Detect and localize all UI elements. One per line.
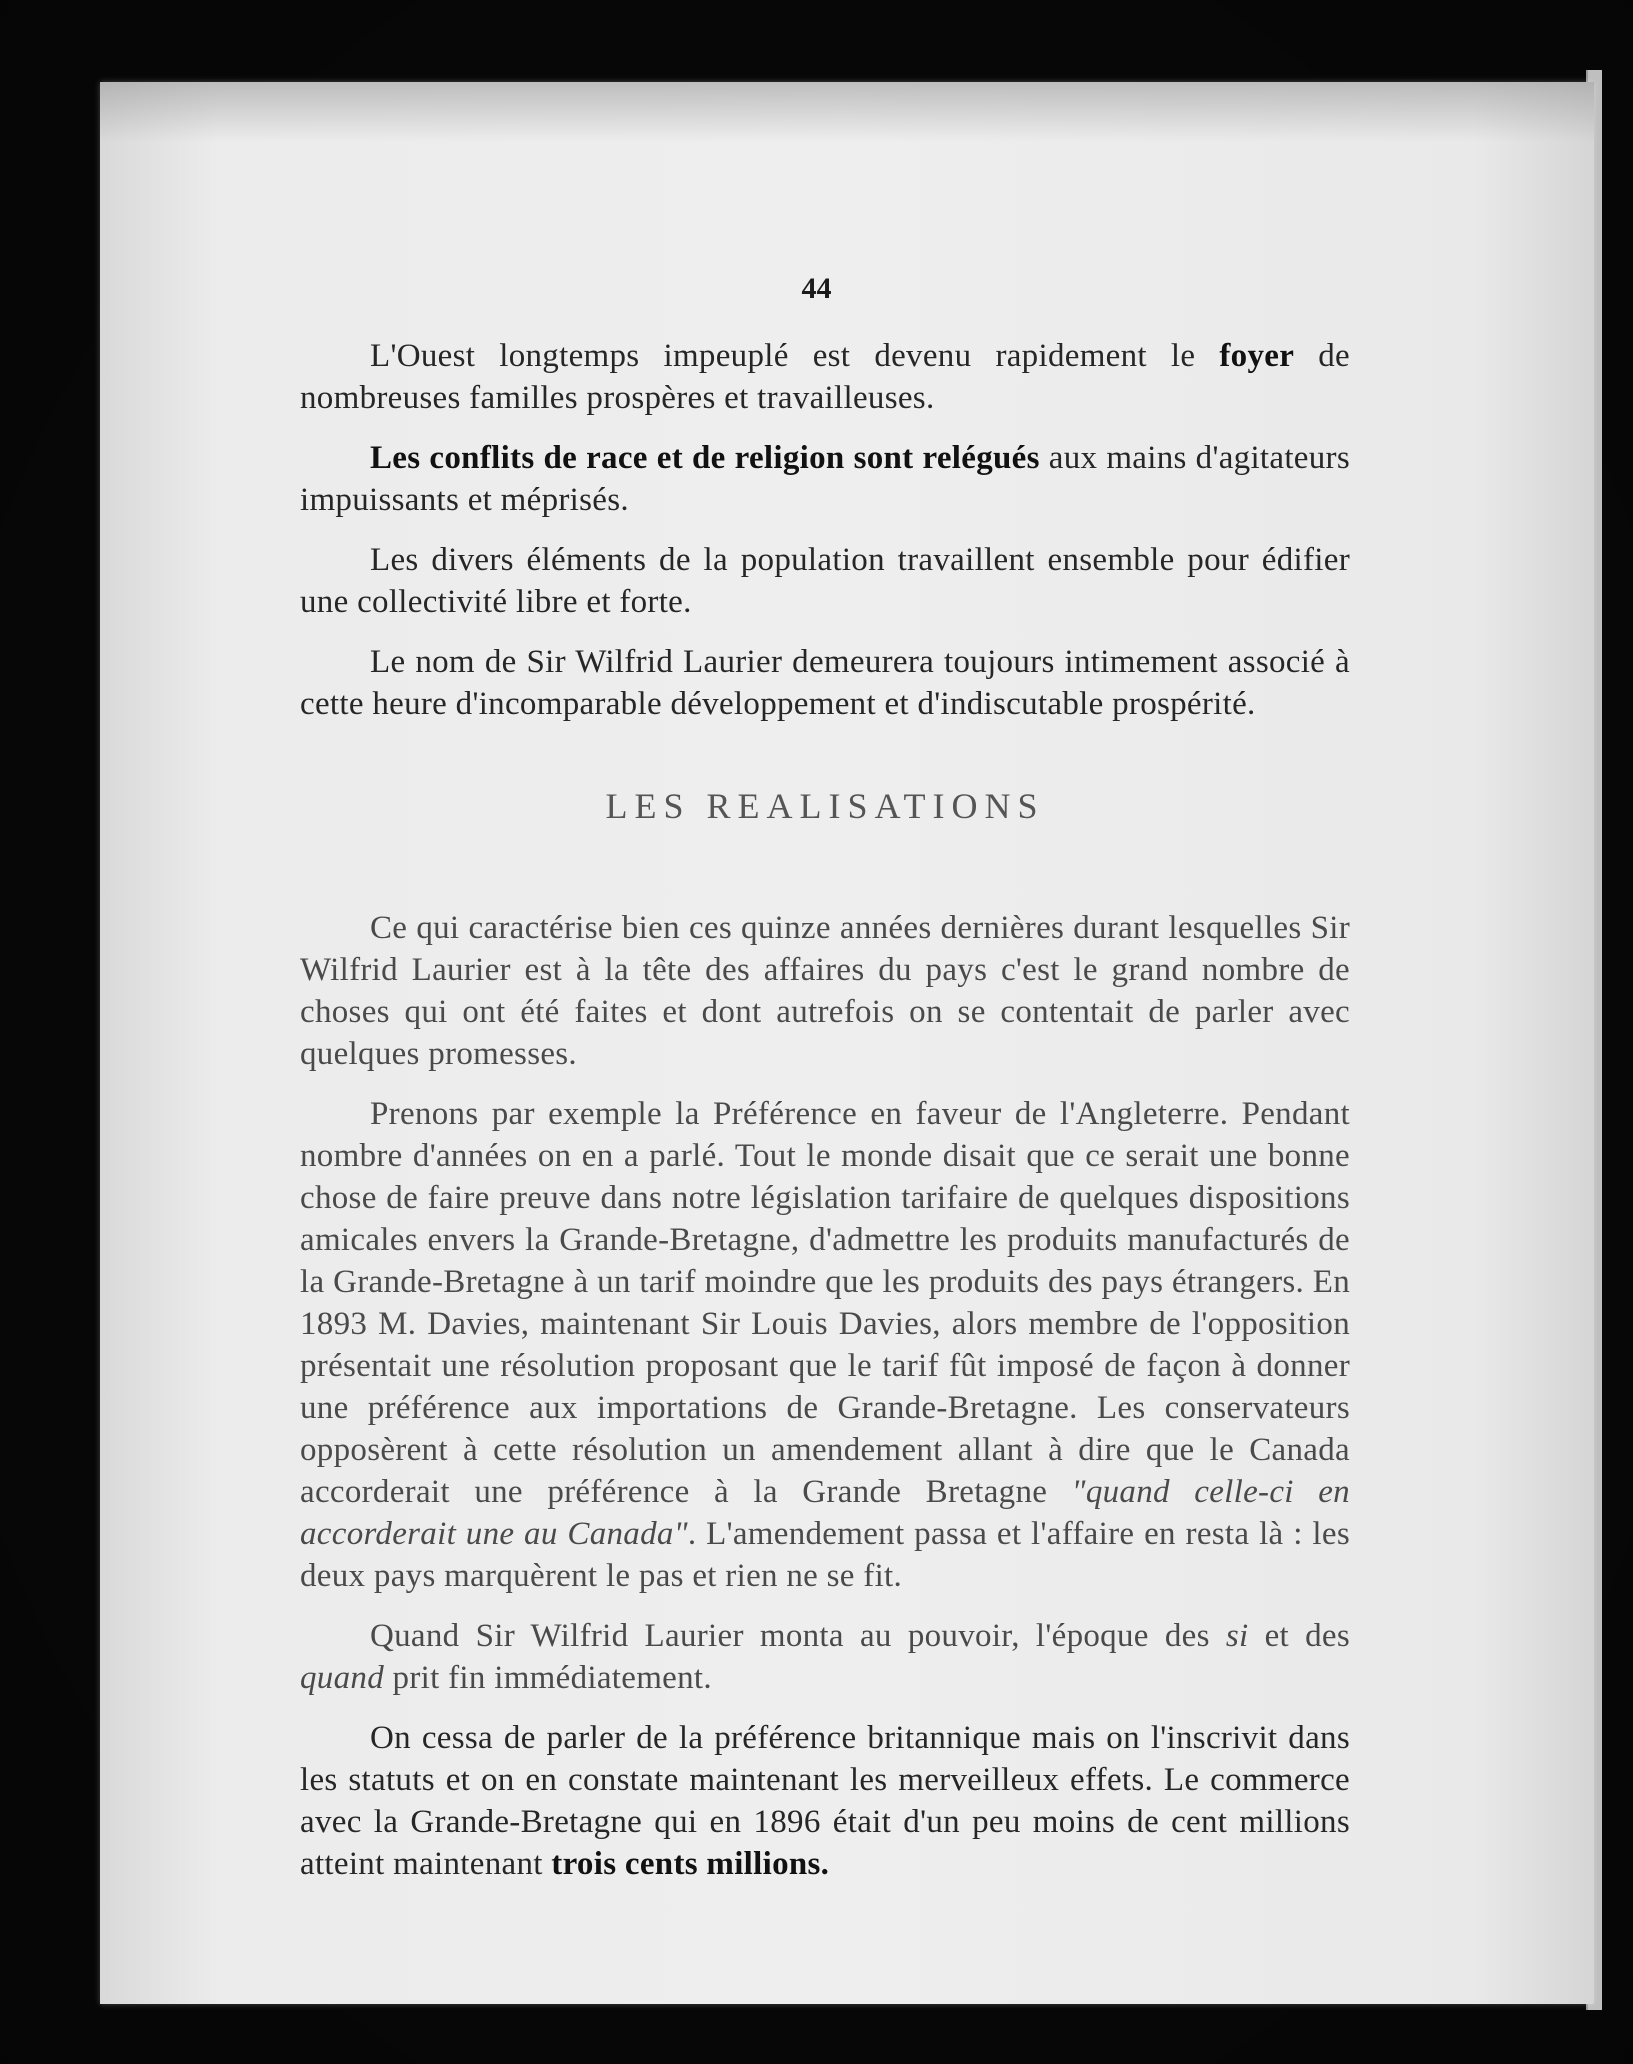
paragraph-text: Les conflits de race et de religion sont bbox=[370, 440, 923, 476]
paragraph-cessa bbox=[300, 1717, 1350, 1885]
paragraph-text: de nombreuses familles prospères et travailleuses. bbox=[300, 338, 1350, 416]
paragraph-elements: Les divers éléments de la population travaillent ensemble pour édifier une collectivité libre et forte. bbox=[300, 542, 1350, 620]
paragraph-text: Prenons par exemple la Préférence en faveur de l'Angleterre. Pendant nombre d'années on en a parlé. Tout le monde disait que ce serait une bonne chose de faire preuve dans notre législation tarifaire de quelques dispositions amicales envers la Grande-Bretagne, d'admettre les produits manufacturés de la Grande-Bretagne à un tarif moindre que les produits des pays étrangers. En 1893 M. Davies, maintenant Sir Louis Davies, alors membre de l'opposition présentait une résolution proposant que le tarif fût imposé de façon à donner une préférence aux importations de Grande-Bretagne. Les conservateurs opposèrent à cette résolution un amendement allant à dire que le Canada accorderait une préférence à la Grande Bretagne bbox=[300, 1096, 1350, 1510]
paragraph-text: Quand Sir Wilfrid Laurier monta au pouvoir, l'époque des bbox=[370, 1618, 1226, 1654]
paragraph-text: et des bbox=[1248, 1618, 1351, 1654]
paragraph-ouest bbox=[300, 335, 1350, 419]
paragraph-emphasis: foyer bbox=[1219, 338, 1295, 374]
paragraph-emphasis: relégués bbox=[922, 440, 1040, 476]
page-body bbox=[300, 335, 1350, 1903]
paragraph-caracterise: Ce qui caractérise bien ces quinze années dernières durant lesquelles Sir Wilfrid Laurier est à la tête des affaires du pays c'est le grand nombre de choses qui ont été faites et dont autrefois on se contentait de parler avec quelques promesses. bbox=[300, 910, 1350, 1072]
paragraph-text: aux mains d'agitateurs impuissants et méprisés. bbox=[300, 440, 1350, 518]
paragraph-text: . L'amendement passa et l'affaire en resta là : les deux pays marquèrent le pas et rien ne se fit. bbox=[300, 1516, 1350, 1594]
page-top-shadow bbox=[100, 82, 1594, 142]
paragraph-quote: "quand celle-ci en accorderait une au Canada" bbox=[300, 1474, 1350, 1552]
paragraph-emphasis: trois cents millions. bbox=[551, 1846, 830, 1882]
paragraph-laurier-nom: Le nom de Sir Wilfrid Laurier demeurera toujours intimement associé à cette heure d'incomparable développement et d'indiscutable prospérité. bbox=[300, 644, 1350, 722]
paragraph-conflits bbox=[300, 437, 1350, 521]
paragraph-text: On cessa de parler de la préférence britannique mais on l'inscrivit dans les statuts et on en constate maintenant les merveilleux effets. Le commerce avec la Grande-Bretagne qui en 1896 était d'un peu moins de cent millions atteint maintenant bbox=[300, 1720, 1350, 1882]
paragraph-preference bbox=[300, 1093, 1350, 1597]
paragraph-pouvoir bbox=[300, 1615, 1350, 1699]
section-heading: LES REALISATIONS bbox=[605, 786, 1045, 826]
paragraph-text: L'Ouest longtemps impeuplé est devenu rapidement le bbox=[370, 338, 1220, 374]
page-number: 44 bbox=[801, 272, 832, 305]
paragraph-text: prit fin immédiatement. bbox=[384, 1660, 712, 1696]
paragraph-italic: quand bbox=[300, 1660, 384, 1696]
paragraph-italic: si bbox=[1225, 1618, 1249, 1654]
